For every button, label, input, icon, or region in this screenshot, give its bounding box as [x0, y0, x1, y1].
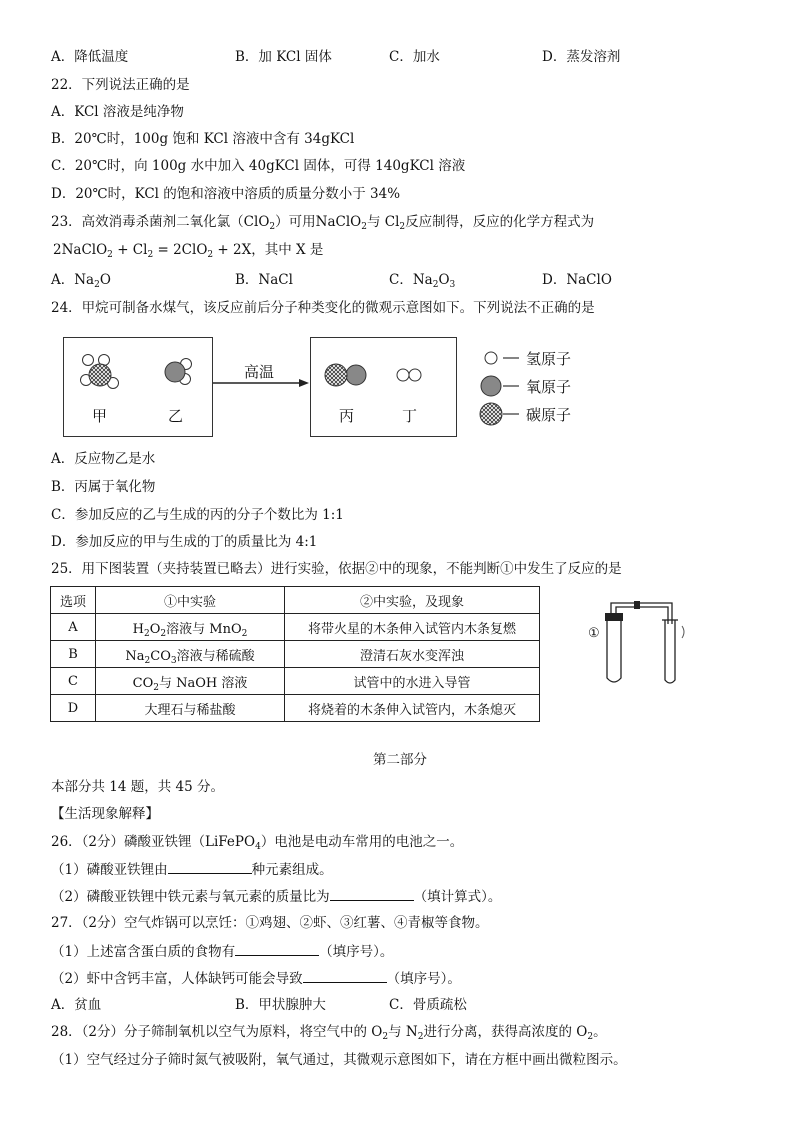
apparatus-label-1: ①	[588, 626, 600, 641]
test-tube-apparatus	[596, 596, 688, 690]
label-ding: 丁	[402, 407, 418, 425]
legend-oxygen: 氧原子	[526, 378, 572, 396]
table-row: D 大理石与稀盐酸 将烧着的木条伸入试管内，木条熄灭	[51, 695, 540, 722]
q23-stem: 23．高效消毒杀菌剂二氧化氯（ClO$_2$）可用NaClO$_2$与 $Cl_2$反应制得，反应的化学方程式为	[51, 214, 595, 232]
reaction-diagram	[0, 330, 600, 440]
q24-option-b: B．丙属于氧化物	[51, 479, 156, 495]
q22-option-d: D．20℃时，KCl 的饱和溶液中溶质的质量分数小于 34%	[51, 186, 401, 202]
q28-stem: 28．（2分）分子筛制氧机以空气为原料，将空气中的 $O_2$与 $N_2$进行分离，获得高浓度的 $O_2$。	[51, 1024, 607, 1042]
carbon-monoxide-molecule	[325, 364, 366, 386]
q26-part1: （1）磷酸亚铁锂由 种元素组成。	[51, 862, 333, 878]
water-molecule	[165, 359, 192, 385]
answer-blank[interactable]	[330, 887, 414, 901]
q22-option-c: C．20℃时，向 100g 水中加入 40gKCl 固体，可得 140gKCl 溶液	[51, 158, 466, 174]
table-row: A $H_2O_2$溶液与 MnO$_2$ 将带火星的木条伸入试管内木条复燃	[51, 614, 540, 641]
q23-equation: 2NaClO$_2$ + $Cl_2 = 2ClO_2 + 2X$，其中 X 是	[53, 242, 324, 260]
table-row: B $Na_2CO_3$溶液与稀硫酸 澄清石灰水变浑浊	[51, 641, 540, 668]
q27-options	[51, 996, 467, 1014]
q22-stem: 22．下列说法正确的是	[51, 77, 190, 93]
methane-molecule	[81, 355, 119, 389]
q25-stem: 25．用下图装置（夹持装置已略去）进行实验，依据②中的现象，不能判断①中发生了反应的是	[51, 561, 622, 577]
q23-option-c: C．$Na_2O_3$	[389, 272, 456, 290]
label-bing: 丙	[339, 407, 355, 425]
q27-part1: （1）上述富含蛋白质的食物有 （填序号）。	[51, 944, 394, 960]
label-high-temp: 高温	[244, 363, 275, 381]
q21-option-a: A．降低温度	[51, 49, 129, 65]
part2-title: 第二部分	[373, 752, 427, 768]
q23-options	[51, 271, 612, 289]
label-yi: 乙	[168, 407, 184, 425]
q27-option-a: A．贫血	[51, 997, 102, 1013]
table-row: C $CO_2$与 NaOH 溶液 试管中的水进入导管	[51, 668, 540, 695]
section-heading: 【生活现象解释】	[51, 806, 159, 822]
q27-stem: 27．（2分）空气炸锅可以烹饪：①鸡翅、②虾、③红薯、④青椒等食物。	[51, 915, 489, 931]
table-header-row	[51, 587, 540, 614]
header-exp2: ②中实验，及现象	[285, 587, 540, 614]
legend-carbon: 碳原子	[526, 406, 572, 424]
q21-option-b: B．加 KCl 固体	[235, 49, 332, 65]
q26-part2: （2）磷酸亚铁锂中铁元素与氧元素的质量比为 （填计算式）。	[51, 889, 502, 905]
q21-option-d: D．蒸发溶剂	[542, 49, 621, 65]
q27-option-b: B．甲状腺肿大	[235, 997, 326, 1013]
q27-part2: （2）虾中含钙丰富，人体缺钙可能会导致 （填序号）。	[51, 971, 461, 987]
legend-hydrogen: 氢原子	[526, 350, 572, 368]
q22-option-b: B．20℃时，100g 饱和 KCl 溶液中含有 34gKCl	[51, 131, 355, 147]
q21-options	[51, 48, 620, 66]
q22-option-a: A．KCl 溶液是纯净物	[51, 104, 184, 120]
hydrogen-molecule	[397, 369, 421, 381]
answer-blank[interactable]	[303, 969, 387, 983]
label-jia: 甲	[92, 407, 108, 425]
q26-stem: 26．（2分）磷酸亚铁锂（LiFePO$_4$）电池是电动车常用的电池之一。	[51, 834, 464, 852]
answer-blank[interactable]	[168, 860, 252, 874]
legend-symbols	[480, 352, 519, 425]
q24-stem: 24．甲烷可制备水煤气，该反应前后分子种类变化的微观示意图如下。下列说法不正确的是	[51, 300, 595, 316]
part2-intro: 本部分共 14 题，共 45 分。	[51, 779, 225, 795]
q21-option-c: C．加水	[389, 49, 440, 65]
q24-option-d: D．参加反应的甲与生成的丁的质量比为 4:1	[51, 534, 318, 550]
q24-option-c: C．参加反应的乙与生成的丙的分子个数比为 1:1	[51, 507, 344, 523]
q24-option-a: A．反应物乙是水	[51, 451, 156, 467]
header-option: 选项	[51, 587, 96, 614]
q27-option-c: C．骨质疏松	[389, 997, 467, 1013]
q23-option-d: D．NaClO	[542, 272, 612, 288]
header-exp1: ①中实验	[96, 587, 285, 614]
q25-table	[50, 586, 540, 722]
q28-part1: （1）空气经过分子筛时氮气被吸附，氧气通过，其微观示意图如下，请在方框中画出微粒图示。	[51, 1052, 627, 1068]
q23-option-b: B．NaCl	[235, 272, 293, 288]
q23-option-a: A．$Na_2O$	[51, 272, 111, 290]
answer-blank[interactable]	[235, 942, 319, 956]
